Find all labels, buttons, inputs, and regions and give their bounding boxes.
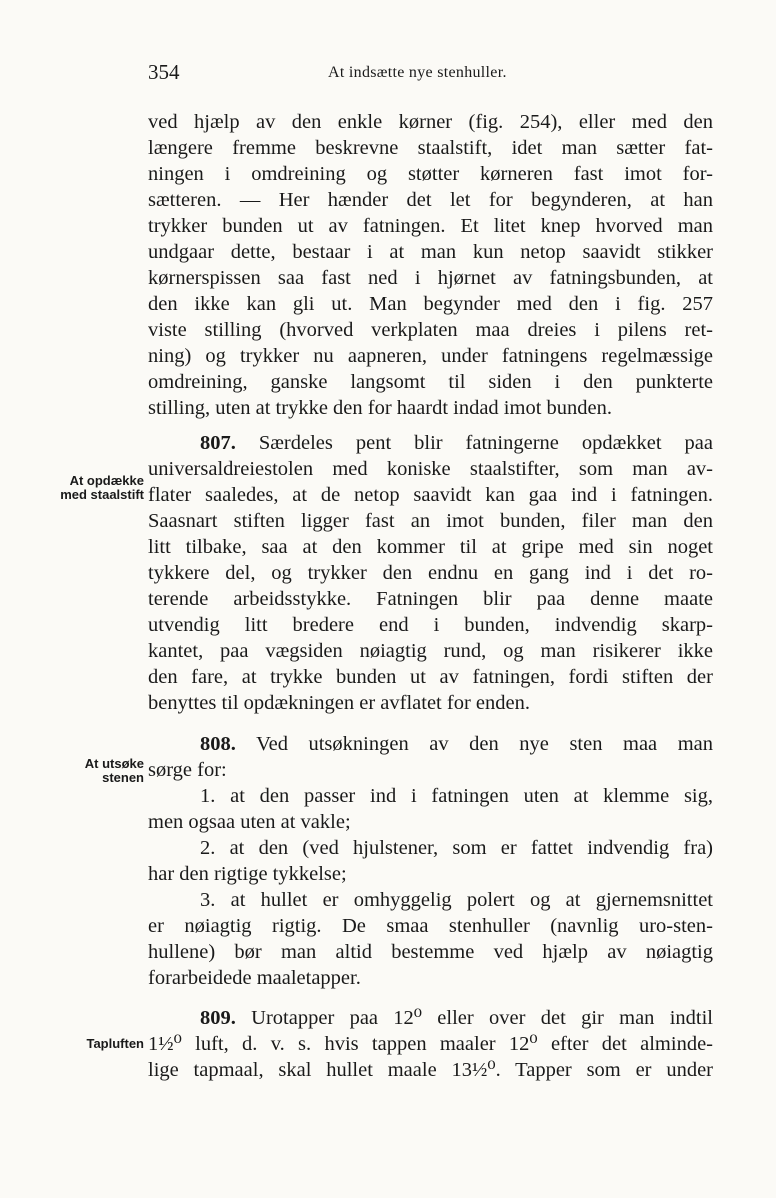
- text-line: 1½⁰ luft, d. v. s. hvis tappen maaler 12⁰ efter det alminde-: [148, 1033, 713, 1055]
- text-line: ved hjælp av den enkle kørner (fig. 254), eller med den: [148, 111, 713, 133]
- section-number-809: 809.: [200, 1007, 236, 1029]
- text-line: terende arbeidsstykke. Fatningen blir paa denne maate: [148, 588, 713, 610]
- text-line: forarbeidede maaletapper.: [148, 967, 361, 989]
- section-809-first-line: 809. Urotapper paa 12⁰ eller over det gir man indtil: [200, 1007, 713, 1029]
- text-line: den ikke kan gli ut. Man begynder med den i fig. 257: [148, 293, 713, 315]
- section-808-first-line: 808. Ved utsøkningen av den nye sten maa man: [200, 733, 713, 755]
- margin-note-808: At utsøke stenen: [84, 756, 144, 785]
- text-line: ning) og trykker nu aapneren, under fatningens regelmæssige: [148, 345, 713, 367]
- text-line: viste stilling (hvorved verkplaten maa dreies i pilens ret-: [148, 319, 713, 341]
- text-line: lige tapmaal, skal hullet maale 13½⁰. Tapper som er under: [148, 1059, 713, 1081]
- text-line: hullene) bør man altid bestemme ved hjælp av nøiagtig: [148, 941, 713, 963]
- list-item-2: 2. at den (ved hjulstener, som er fattet indvendig fra): [200, 837, 713, 859]
- page-number: 354: [148, 60, 180, 84]
- text-line: stilling, uten at trykke den for haardt indad imot bunden.: [148, 397, 612, 419]
- margin-note-807: At opdække med staalstift: [60, 473, 144, 502]
- text-line: omdreining, ganske langsomt til siden i den punkterte: [148, 371, 713, 393]
- text-line: Saasnart stiften ligger fast an imot bunden, filer man den: [148, 510, 713, 532]
- text-line: har den rigtige tykkelse;: [148, 863, 347, 885]
- section-number-807: 807.: [200, 432, 236, 454]
- margin-note-809: Tapluften: [86, 1036, 144, 1051]
- text-line: kørnerspissen saa fast ned i hjørnet av fatningsbunden, at: [148, 267, 713, 289]
- text-line: kantet, paa vægsiden nøiagtig rund, og man risikerer ikke: [148, 640, 713, 662]
- list-item-1: 1. at den passer ind i fatningen uten at klemme sig,: [200, 785, 713, 807]
- text-line: sørge for:: [148, 759, 227, 781]
- text-line: benyttes til opdækningen er avflatet for enden.: [148, 692, 530, 714]
- text-line: ningen i omdreining og støtter kørneren fast imot for-: [148, 163, 713, 185]
- text-line: længere fremme beskrevne staalstift, idet man sætter fat-: [148, 137, 713, 159]
- text-line: trykker bunden ut av fatningen. Et litet knep hvorved man: [148, 215, 713, 237]
- section-807-first-line: 807. Særdeles pent blir fatningerne opdækket paa: [200, 432, 714, 454]
- section-number-808: 808.: [200, 733, 236, 755]
- text-line: tykkere del, og trykker den endnu en gang ind i det ro-: [148, 562, 713, 584]
- page-header: [148, 60, 718, 90]
- text-line: men ogsaa uten at vakle;: [148, 811, 351, 833]
- running-head: At indsætte nye stenhuller.: [328, 64, 507, 81]
- text-line: flater saaledes, at de netop saavidt kan gaa ind i fatningen.: [148, 484, 713, 506]
- list-item-3: 3. at hullet er omhyggelig polert og at gjernemsnittet: [200, 889, 713, 911]
- text-line: sætteren. — Her hænder det let for begynderen, at han: [148, 189, 713, 211]
- text-line: utvendig litt bredere end i bunden, indvendig skarp-: [148, 614, 713, 636]
- text-line: er nøiagtig rigtig. De smaa stenhuller (navnlig uro-sten-: [148, 915, 713, 937]
- text-line: undgaar dette, bestaar i at man kun netop saavidt stikker: [148, 241, 713, 263]
- text-line: den fare, at trykke bunden ut av fatningen, fordi stiften der: [148, 666, 713, 688]
- text-line: litt tilbake, saa at den kommer til at gripe med sin noget: [148, 536, 713, 558]
- text-line: universaldreiestolen med koniske staalstifter, som man av-: [148, 458, 713, 480]
